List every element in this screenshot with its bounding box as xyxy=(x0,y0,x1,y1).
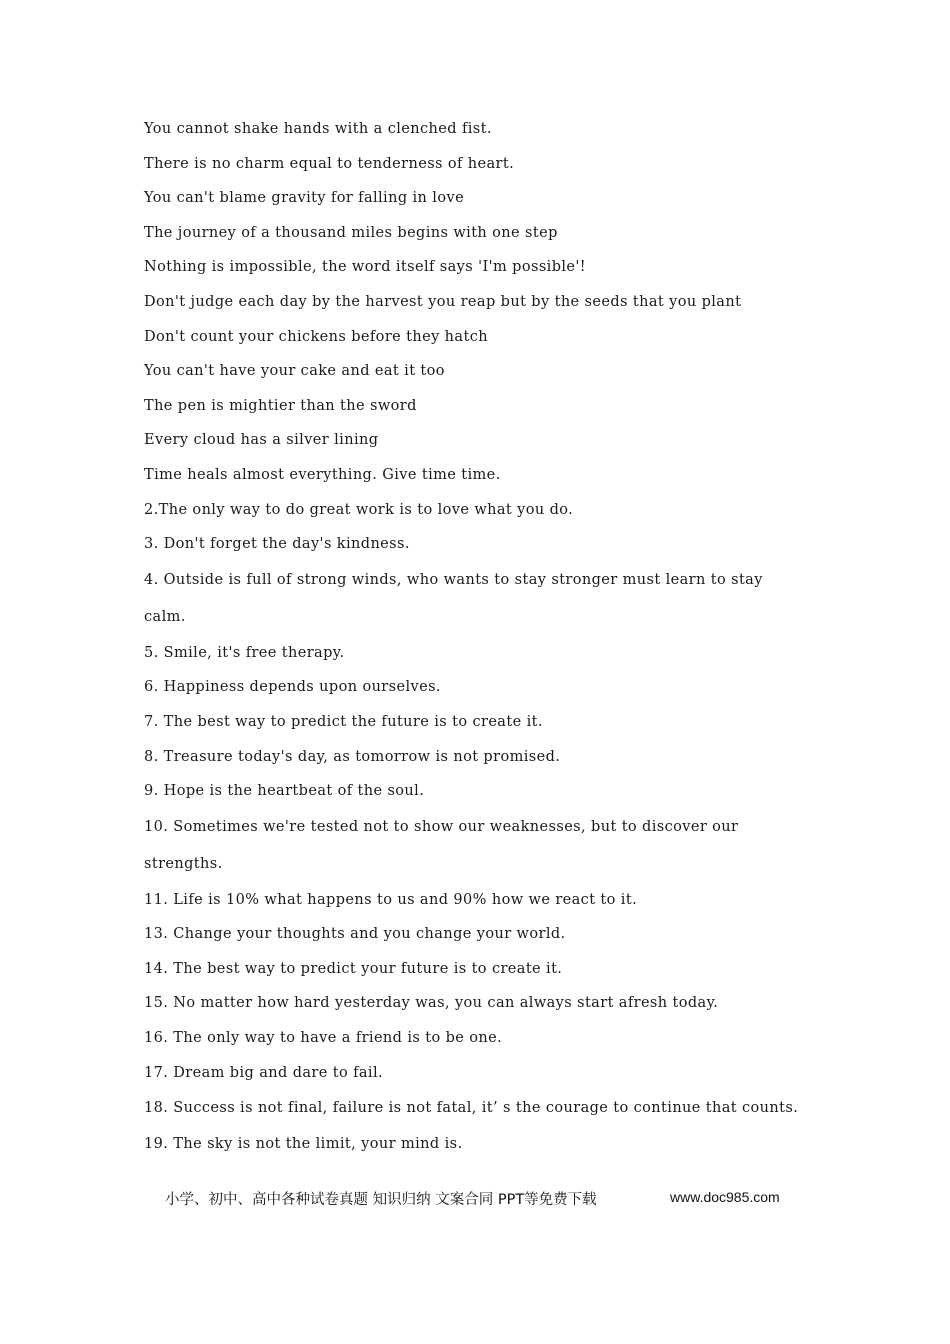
quote-line: 19. The sky is not the limit, your mind is. xyxy=(144,1136,463,1153)
footer-url[interactable]: www.doc985.com xyxy=(670,1189,780,1205)
quote-line: 7. The best way to predict the future is to create it. xyxy=(144,713,543,730)
quote-line: 10. Sometimes we're tested not to show our weaknesses, but to discover our strengths. xyxy=(144,818,744,872)
quote-line: The journey of a thousand miles begins with one step xyxy=(144,224,558,241)
quote-line: Don't count your chickens before they hatch xyxy=(144,328,488,345)
quote-line: 9. Hope is the heartbeat of the soul. xyxy=(144,783,425,800)
quote-line: 3. Don't forget the day's kindness. xyxy=(144,536,410,553)
page-footer xyxy=(0,1188,950,1212)
quote-line: Time heals almost everything. Give time time. xyxy=(144,466,501,483)
quote-line: You cannot shake hands with a clenched fist. xyxy=(144,121,492,137)
quote-line: 5. Smile, it's free therapy. xyxy=(144,644,345,661)
quote-list xyxy=(144,112,804,1162)
quote-line: 11. Life is 10% what happens to us and 90% how we react to it. xyxy=(144,891,638,908)
quote-line: 17. Dream big and dare to fail. xyxy=(144,1064,384,1081)
quote-line: There is no charm equal to tenderness of heart. xyxy=(144,155,515,172)
quote-line: 4. Outside is full of strong winds, who wants to stay stronger must learn to stay calm. xyxy=(144,571,768,625)
quote-line: 6. Happiness depends upon ourselves. xyxy=(144,679,441,696)
quote-line: Don't judge each day by the harvest you reap but by the seeds that you plant xyxy=(144,293,742,310)
quote-line: 14. The best way to predict your future is to create it. xyxy=(144,960,563,977)
footer-text: 小学、初中、高中各种试卷真题 知识归纳 文案合同 PPT等免费下载 xyxy=(165,1192,597,1208)
quote-line: Nothing is impossible, the word itself says 'I'm possible'! xyxy=(144,259,587,276)
quote-line: 16. The only way to have a friend is to be one. xyxy=(144,1030,503,1047)
quote-line: You can't blame gravity for falling in love xyxy=(144,190,465,207)
quote-line: 13. Change your thoughts and you change your world. xyxy=(144,926,566,943)
quote-line: Every cloud has a silver lining xyxy=(144,432,379,449)
quote-line: 18. Success is not final, failure is not fatal, it’ s the courage to continue that counts. xyxy=(144,1100,799,1117)
quote-line: 8. Treasure today's day, as tomorrow is not promised. xyxy=(144,748,561,765)
quote-line: 15. No matter how hard yesterday was, you can always start afresh today. xyxy=(144,995,719,1012)
quote-line: The pen is mightier than the sword xyxy=(144,397,417,414)
quote-line: 2.The only way to do great work is to love what you do. xyxy=(144,501,574,518)
quote-line: You can't have your cake and eat it too xyxy=(144,363,445,380)
